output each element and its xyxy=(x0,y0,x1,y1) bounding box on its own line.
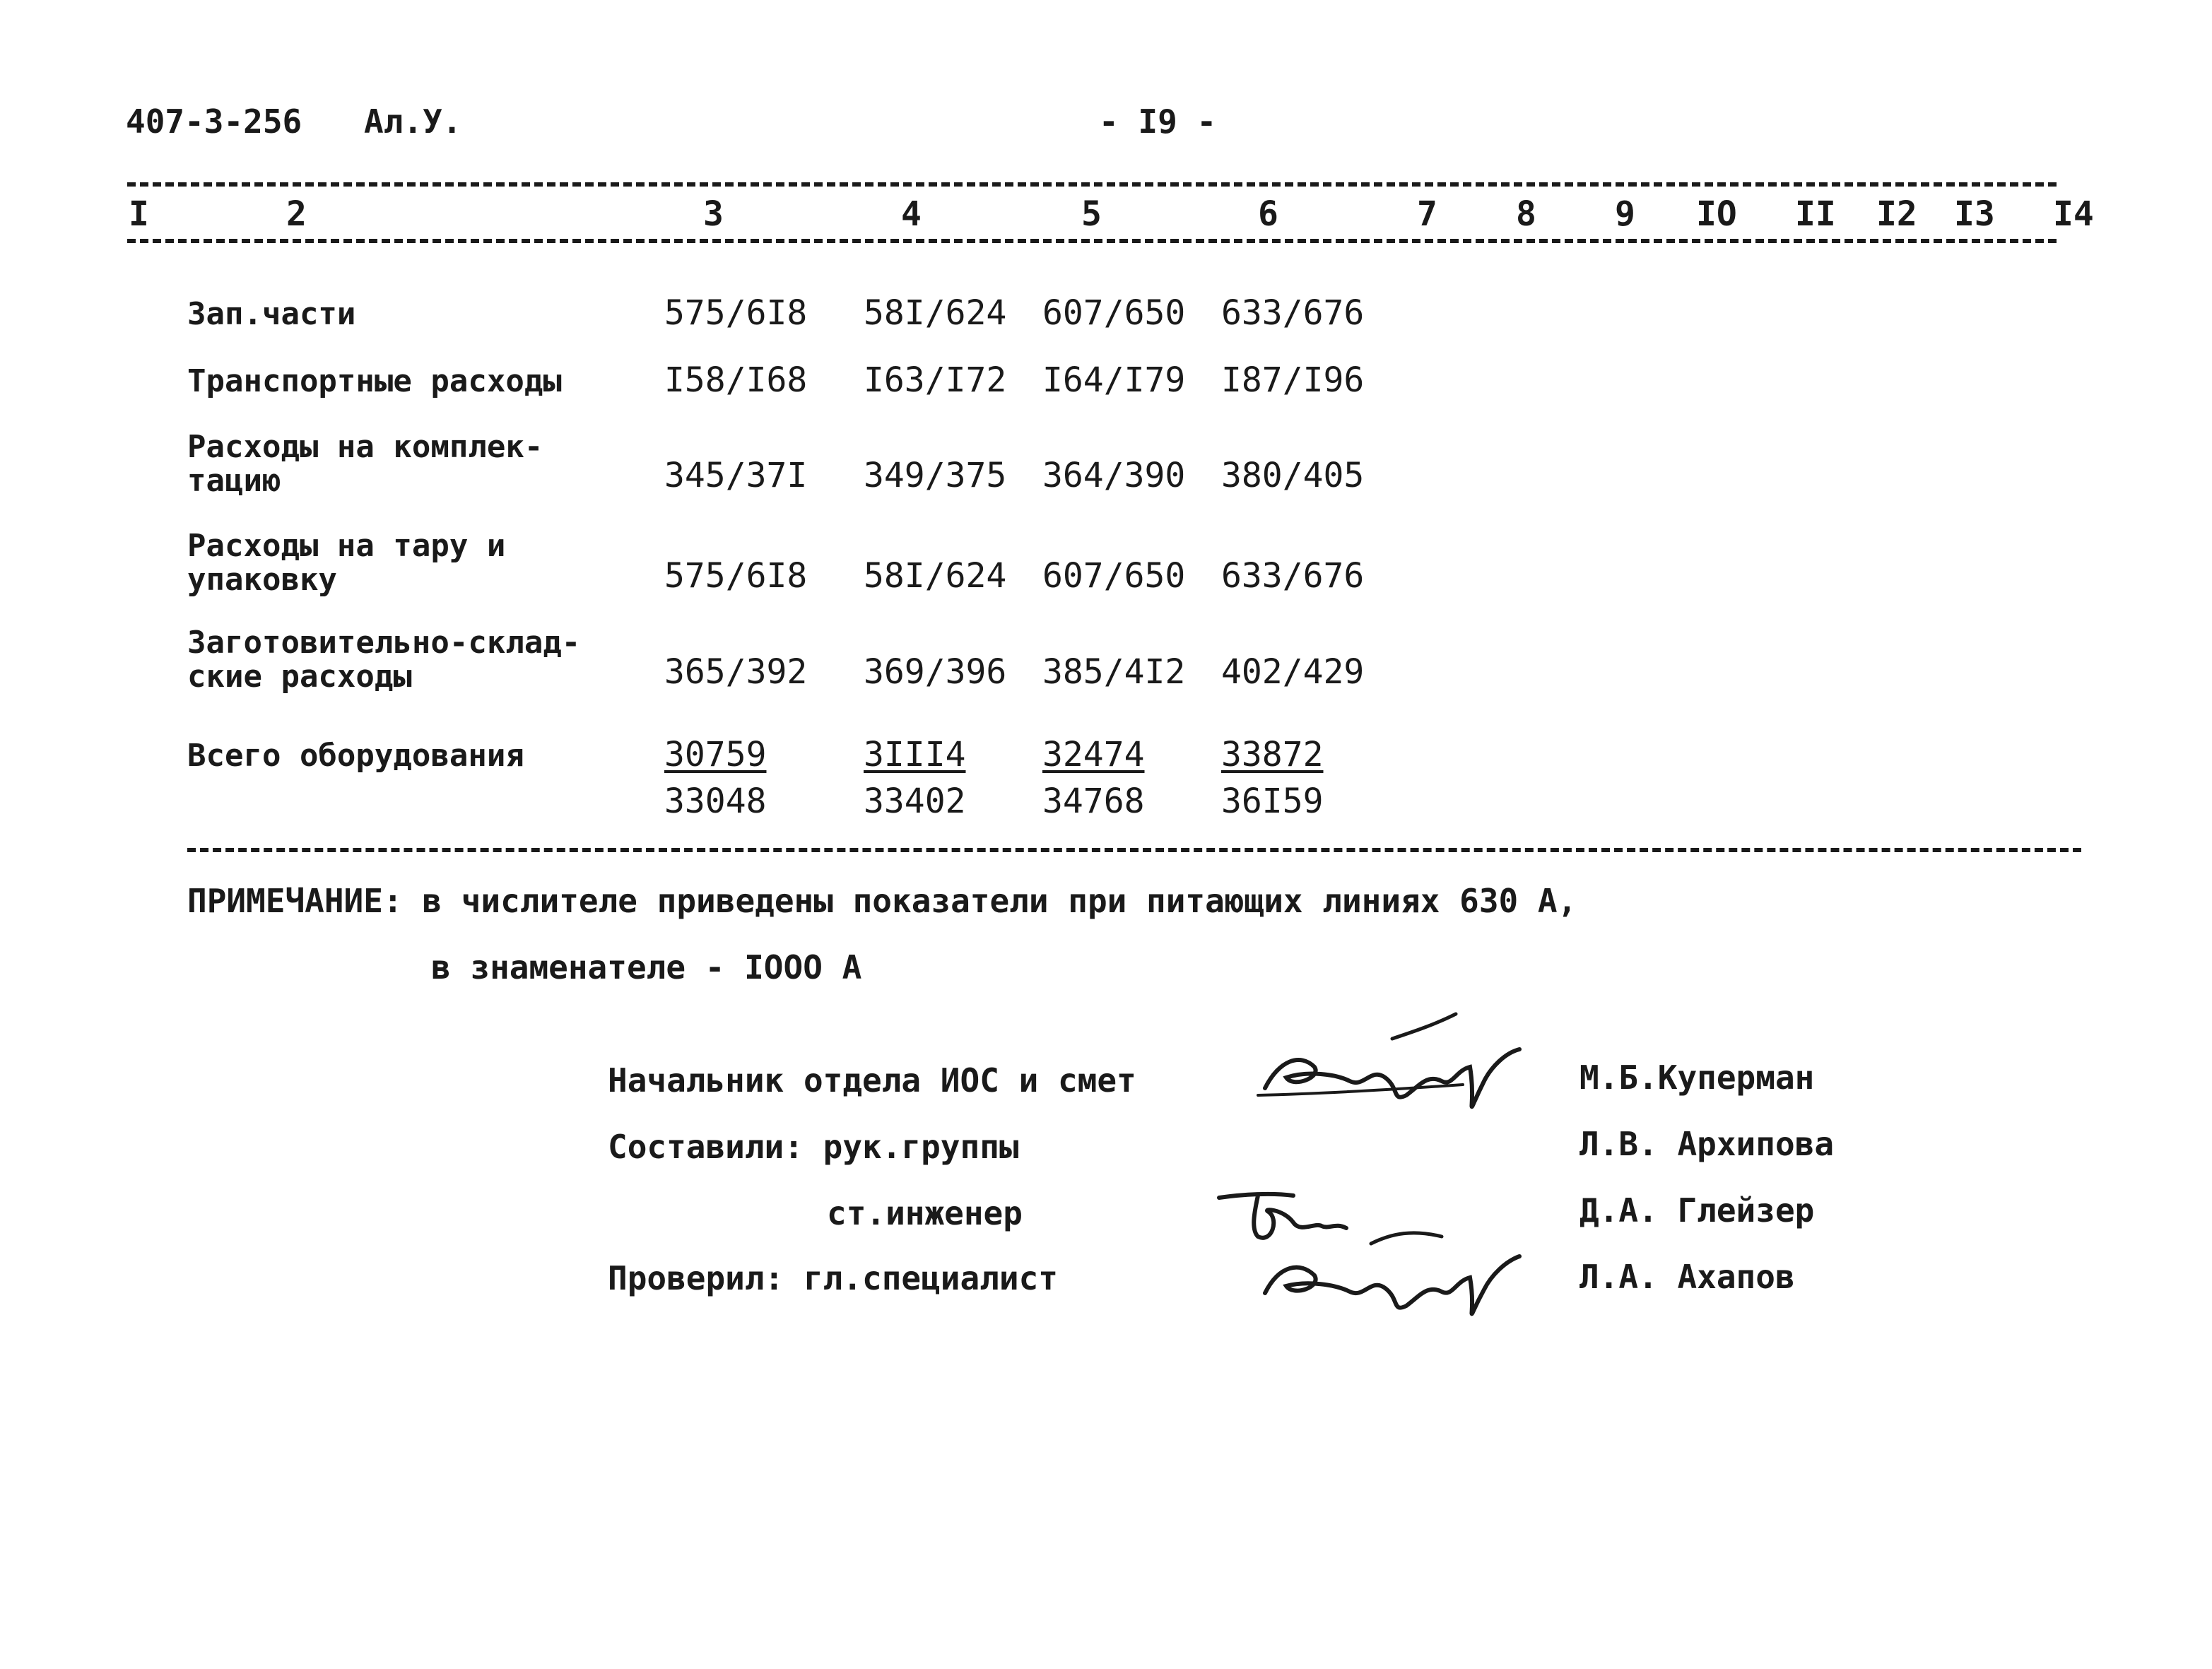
row-value: 345/37I xyxy=(664,456,808,495)
signatory-role: ст.инженер xyxy=(827,1194,1023,1232)
handwritten-signature xyxy=(1251,1010,1534,1116)
signatory-name: М.Б.Куперман xyxy=(1579,1058,1815,1097)
row-value: 369/396 xyxy=(864,652,1007,692)
row-value: I64/I79 xyxy=(1042,360,1186,400)
row-label: Расходы на комплек- xyxy=(187,429,543,465)
header-top-rule xyxy=(127,182,2057,187)
row-value: 575/6I8 xyxy=(664,293,808,333)
row-label: тацию xyxy=(187,463,281,499)
row-label: Транспортные расходы xyxy=(187,363,562,399)
total-label: Всего оборудования xyxy=(187,738,524,774)
document-code: 407-3-256 xyxy=(126,102,302,141)
signatory-name: Л.А. Ахапов xyxy=(1579,1258,1795,1296)
column-number: 2 xyxy=(286,194,307,234)
note-line-1: ПРИМЕЧАНИЕ: в числителе приведены показатели при питающих линиях 630 А, xyxy=(187,882,1577,920)
row-label: Расходы на тару и xyxy=(187,528,506,564)
column-number: I xyxy=(129,194,149,234)
total-denominator: 33048 xyxy=(664,782,767,821)
column-number: I2 xyxy=(1876,194,1917,234)
row-value: 607/650 xyxy=(1042,293,1186,333)
row-value: 633/676 xyxy=(1221,556,1365,596)
row-value: 633/676 xyxy=(1221,293,1365,333)
row-value: I58/I68 xyxy=(664,360,808,400)
column-number: 8 xyxy=(1516,194,1536,234)
row-label: Зап.части xyxy=(187,296,356,332)
row-value: 385/4I2 xyxy=(1042,652,1186,692)
column-number: 6 xyxy=(1258,194,1278,234)
signatory-role: Составили: рук.группы xyxy=(608,1128,1019,1166)
row-value: 380/405 xyxy=(1221,456,1365,495)
album-number: Ал.У. xyxy=(364,102,462,141)
column-number: IO xyxy=(1696,194,1737,234)
total-numerator: 30759 xyxy=(664,735,767,774)
total-numerator: 32474 xyxy=(1042,735,1145,774)
column-number: 3 xyxy=(703,194,724,234)
row-label: Заготовительно-склад- xyxy=(187,625,581,661)
row-value: 349/375 xyxy=(864,456,1007,495)
handwritten-signature xyxy=(1251,1222,1534,1328)
column-number: II xyxy=(1795,194,1836,234)
column-number: 7 xyxy=(1417,194,1437,234)
row-value: 607/650 xyxy=(1042,556,1186,596)
signatory-role: Проверил: гл.специалист xyxy=(608,1259,1058,1297)
signatory-name: Л.В. Архипова xyxy=(1579,1125,1835,1163)
note-line-2: в знаменателе - IOOO А xyxy=(431,948,862,986)
row-value: 364/390 xyxy=(1042,456,1186,495)
total-denominator: 33402 xyxy=(864,782,966,821)
total-numerator: 3III4 xyxy=(864,735,966,774)
signatory-name: Д.А. Глейзер xyxy=(1579,1191,1815,1229)
row-value: I63/I72 xyxy=(864,360,1007,400)
signatory-role: Начальник отдела ИОС и смет xyxy=(608,1061,1136,1099)
total-denominator: 34768 xyxy=(1042,782,1145,821)
row-value: 58I/624 xyxy=(864,556,1007,596)
row-value: 575/6I8 xyxy=(664,556,808,596)
row-value: 58I/624 xyxy=(864,293,1007,333)
table-bottom-rule xyxy=(187,848,2081,852)
row-value: 365/392 xyxy=(664,652,808,692)
row-value: 402/429 xyxy=(1221,652,1365,692)
column-number: 5 xyxy=(1081,194,1102,234)
total-numerator: 33872 xyxy=(1221,735,1324,774)
row-value: I87/I96 xyxy=(1221,360,1365,400)
column-number: I3 xyxy=(1954,194,1995,234)
row-label: ские расходы xyxy=(187,659,412,695)
page-number: - I9 - xyxy=(1099,102,1217,141)
column-number: I4 xyxy=(2053,194,2094,234)
header-bottom-rule xyxy=(127,239,2057,243)
row-label: упаковку xyxy=(187,562,337,598)
total-denominator: 36I59 xyxy=(1221,782,1324,821)
column-number: 4 xyxy=(901,194,922,234)
column-number: 9 xyxy=(1615,194,1635,234)
